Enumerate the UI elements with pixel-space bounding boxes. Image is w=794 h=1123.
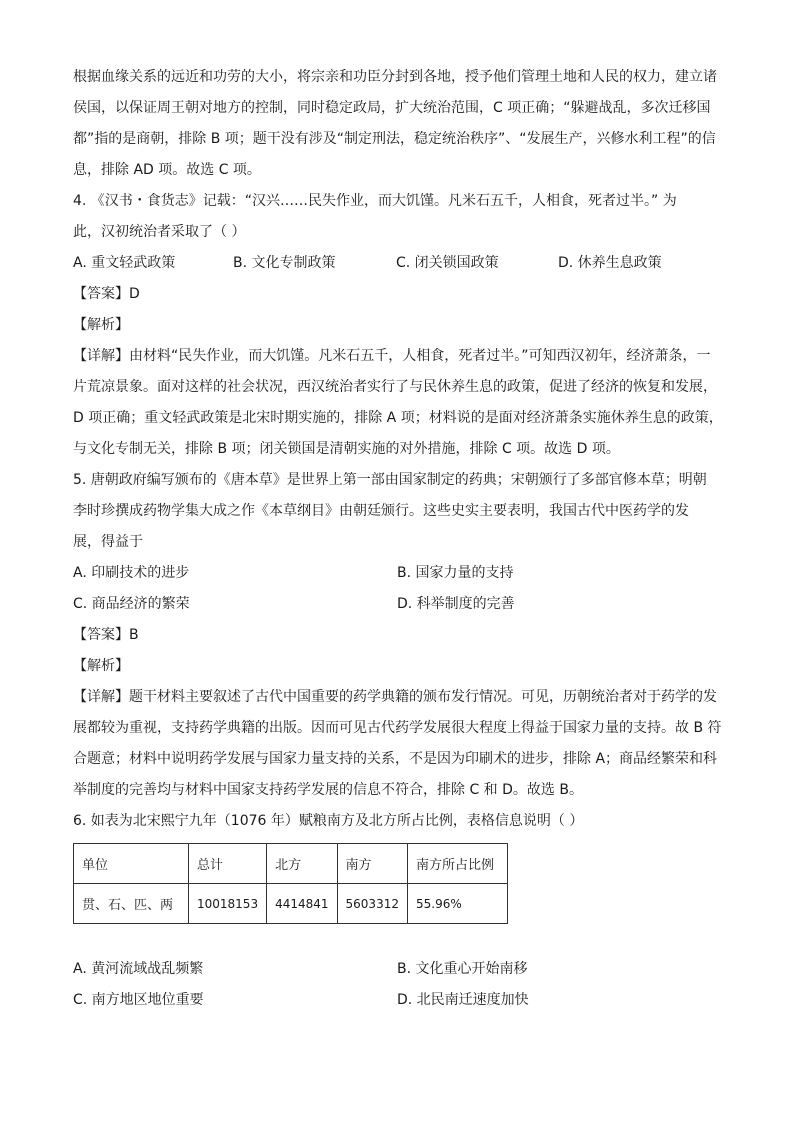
option-d: D. 北民南迁速度加快 <box>397 992 529 1008</box>
options-row <box>73 248 721 279</box>
options-row <box>73 954 721 985</box>
table-header-cell: 单位 <box>74 844 189 884</box>
question-stem-line: 此，汉初统治者采取了（ ） <box>73 224 246 240</box>
question-stem-line: 展，得益于 <box>73 534 143 550</box>
table-cell: 55.96% <box>407 884 507 924</box>
table-header-row <box>74 844 508 884</box>
option-c: C. 南方地区地位重要 <box>73 992 204 1008</box>
table-header-cell: 南方所占比例 <box>407 844 507 884</box>
answer-label: 【答案】B <box>73 627 139 643</box>
table-header-cell: 南方 <box>337 844 407 884</box>
options-row <box>73 558 721 589</box>
text-line: 侯国，以保证周王朝对地方的控制，同时稳定政局，扩大统治范围，C 项正确；“躲避战乱，多次迁移国 <box>73 100 711 116</box>
table-cell: 贯、石、匹、两 <box>74 884 189 924</box>
option-a: A. 黄河流域战乱频繁 <box>73 961 204 977</box>
question-5 <box>73 465 721 806</box>
detail-line: 片荒凉景象。面对这样的社会状况，西汉统治者实行了与民休养生息的政策，促进了经济的恢复和发展， <box>73 379 717 395</box>
detail-line: 与文化专制无关，排除 B 项；闭关锁国是清朝实施的对外措施，排除 C 项。故选 D 项。 <box>73 441 620 457</box>
detail-line: D 项正确；重文轻武政策是北宋时期实施的，排除 A 项；材料说的是面对经济萧条实施休养生息的政策， <box>73 410 723 426</box>
table-header-cell: 北方 <box>267 844 337 884</box>
table-header-cell: 总计 <box>189 844 267 884</box>
detail-line: 展都较为重视，支持药学典籍的出版。因而可见古代药学发展很大程度上得益于国家力量的支持。故 B 符 <box>73 720 722 736</box>
options-row <box>73 985 721 1016</box>
answer-label: 【答案】D <box>73 286 140 302</box>
detail-line: 【详解】由材料“民失作业，而大饥馑。凡米石五千，人相食，死者过半。”可知西汉初年，经济萧条，一 <box>73 348 711 364</box>
detail-line: 【详解】题干材料主要叙述了古代中国重要的药学典籍的颁布发行情况。可见，历朝统治者对于药学的发 <box>73 689 717 705</box>
detail-line: 合题意；材料中说明药学发展与国家力量支持的关系，不是因为印刷术的进步，排除 A；商品经繁荣和科 <box>73 751 718 767</box>
question-stem-line: 6. 如表为北宋熙宁九年（1076 年）赋粮南方及北方所占比例，表格信息说明（ ） <box>73 813 584 829</box>
option-a: A. 印刷技术的进步 <box>73 565 190 581</box>
options-row <box>73 589 721 620</box>
question-4 <box>73 186 721 465</box>
table-cell: 5603312 <box>337 884 407 924</box>
text-line: 息，排除 AD 项。故选 C 项。 <box>73 162 261 178</box>
spacer <box>73 924 721 954</box>
question-stem-line: 李时珍撰成药物学集大成之作《本草纲目》由朝廷颁行。这些史实主要表明，我国古代中医药学的发 <box>73 503 689 519</box>
question-stem-line: 5. 唐朝政府编写颁布的《唐本草》是世界上第一部由国家制定的药典；宋朝颁行了多部官修本草；明朝 <box>73 472 707 488</box>
analysis-label: 【解析】 <box>73 317 129 333</box>
option-a: A. 重文轻武政策 <box>73 255 176 271</box>
question-stem-line: 4. 《汉书・食货志》记载：“汉兴……民失作业，而大饥馑。凡米石五千，人相食，死者过半。” 为 <box>73 193 677 209</box>
table-cell: 10018153 <box>189 884 267 924</box>
option-b: B. 文化专制政策 <box>233 255 336 271</box>
table-row <box>74 884 508 924</box>
text-line: 都”指的是商朝，排除 B 项；题干没有涉及“制定刑法，稳定统治秩序”、“发展生产，兴修水利工程”的信 <box>73 131 716 147</box>
option-d: D. 科举制度的完善 <box>397 596 515 612</box>
analysis-label: 【解析】 <box>73 658 129 674</box>
option-b: B. 文化重心开始南移 <box>397 961 528 977</box>
option-b: B. 国家力量的支持 <box>397 565 514 581</box>
page-content <box>73 62 721 1016</box>
table-cell: 4414841 <box>267 884 337 924</box>
option-c: C. 商品经济的繁荣 <box>73 596 190 612</box>
text-line: 根据血缘关系的远近和功劳的大小，将宗亲和功臣分封到各地，授予他们管理土地和人民的权力，建立诸 <box>73 69 717 85</box>
option-d: D. 休养生息政策 <box>558 255 662 271</box>
detail-line: 举制度的完善均与材料中国家支持药学发展的信息不符合，排除 C 和 D。故选 B。 <box>73 782 583 798</box>
question-3-explanation-tail <box>73 62 721 186</box>
question-6 <box>73 806 721 1016</box>
tax-grain-table <box>73 843 508 924</box>
option-c: C. 闭关锁国政策 <box>396 255 499 271</box>
